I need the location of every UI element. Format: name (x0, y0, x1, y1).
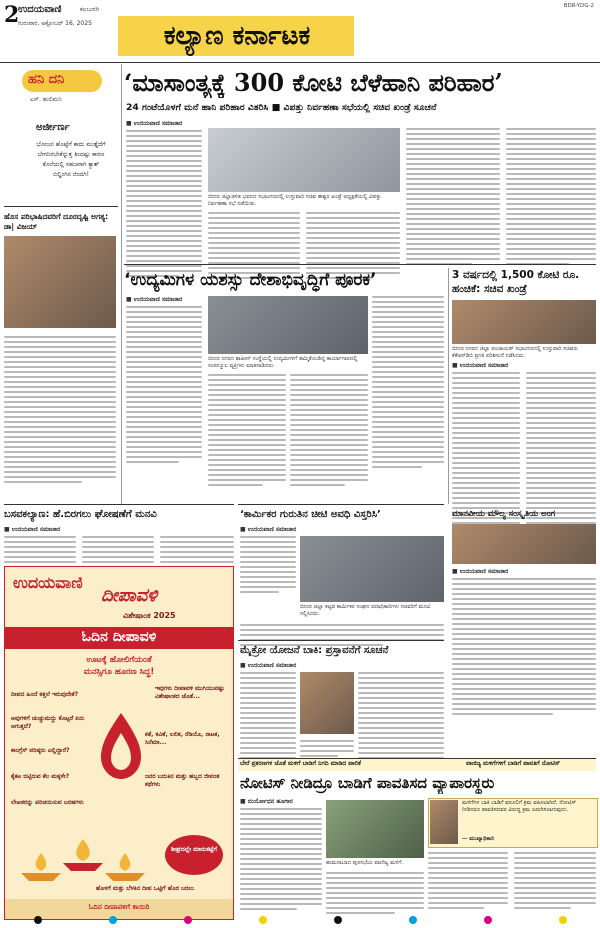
micro-rule (238, 640, 444, 641)
ad-r1: ಇವುಗಳು ದೀಪಾವಳಿ ಮುಗಿಯುವಷ್ಟು ವಿಶೇಷಾಂಕದ ಜೊತೆ... (155, 685, 225, 700)
registration-mark-icon (259, 916, 267, 924)
crore-photo (452, 300, 596, 344)
diya-lamps-icon (11, 823, 151, 883)
columnist-name: ಎಸ್. ಹುಲಿಮನಿ (30, 96, 62, 103)
entrepreneurs-col-3 (290, 374, 368, 486)
micro-byline: ■ ಉದಯವಾಣಿ ಸಮಾಚಾರ (240, 662, 297, 669)
micro-headline: ಮೈಕ್ರೋ ಯೋಜನೆ ಬಾಕಿ: ಪ್ರಸ್ತಾವನೆಗೆ ಸೂಚನೆ (240, 645, 389, 656)
labour-headline: ‘ಕಾರ್ಮಿಕರ ಗುರುತಿನ ಚೀಟಿ ಅವಧಿ ವಿಸ್ತರಿಸಿ’ (240, 509, 381, 520)
entrepreneurs-col-1 (126, 306, 202, 463)
entrepreneurs-byline: ■ ಉದಯವಾಣಿ ಸಮಾಚಾರ (126, 296, 183, 303)
bottom-col-1 (240, 808, 322, 910)
ad-q5: ಲೇಖಕರನ್ನು ಪರಿಚಯಿಸುವ ಬರಹಗಳು (11, 799, 84, 806)
sidebar-photo (4, 236, 116, 328)
entrepreneurs-caption: ಬೀದರ ನಗರದ ಶಾಹೀನ್ ಸಂಸ್ಥೆಯಲ್ಲಿ ಉದ್ಯಮಿಗಳಿಗೆ ಹಮ್ಮಿಕೊಂಡಿದ್ದ ಕಾರ್ಯಾಗಾರದಲ್ಲಿ ಸಂಪನ್ಮೂಲ ವ್ಯಕ್ತಿಗಳು ಮಾತನಾಡಿದರು. (208, 356, 358, 369)
main-photo (208, 128, 400, 192)
date-line: ಗುರುವಾರ, ಅಕ್ಟೋಬರ್ 16, 2025 (18, 20, 92, 27)
sidebar-divider (4, 206, 118, 207)
masthead (0, 0, 600, 62)
brand-name: ಉದಯವಾಣಿ (18, 4, 62, 15)
quote-portrait (430, 800, 458, 844)
micro-col-1 (240, 672, 296, 764)
registration-mark-icon (559, 916, 567, 924)
crore-byline: ■ ಉದಯವಾಣಿ ಸಮಾಚಾರ (452, 362, 509, 369)
main-byline: ■ ಉದಯವಾಣಿ ಸಮಾಚಾರ (126, 120, 183, 127)
labour-col-1 (240, 536, 296, 593)
labour-caption: ಬೀದರ ಜಿಲ್ಲಾ ಕಟ್ಟಡ ಕಾರ್ಮಿಕರ ಸಂಘದ ಪದಾಧಿಕಾರಿಗಳು ಸಚಿವರಿಗೆ ಮನವಿ ಸಲ್ಲಿಸಿದರು. (300, 604, 431, 617)
entrepreneurs-col-2 (208, 374, 286, 486)
ad-stamp-text: ಶೀಘ್ರದಲ್ಲೇ ಮಾರುಕಟ್ಟೆಗೆ (170, 846, 217, 853)
ad-brand: ಉದಯವಾಣಿ (13, 573, 83, 592)
edition-code: BDR-YDG-2 (563, 3, 594, 9)
entrepreneurs-col-4 (372, 296, 444, 468)
crore-headline: 3 ವರ್ಷದಲ್ಲಿ 1,500 ಕೋಟಿ ರೂ. ಹಂಚಿಕೆ: ಸಚಿವ ಖಂಡ್ರೆ (452, 269, 580, 295)
micro-photo (300, 672, 354, 734)
registration-mark-icon (184, 916, 192, 924)
entrepreneurs-photo (208, 296, 368, 354)
bus-rule (4, 504, 234, 505)
ad-deepavali: ದೀಪಾವಳಿ (101, 585, 158, 606)
bottom-col-4 (514, 852, 596, 909)
page-number: 2 (4, 2, 20, 28)
diya-flame-icon (95, 711, 147, 781)
main-col-1 (126, 130, 202, 277)
main-col-4 (406, 128, 500, 265)
main-caption: ಬೀದರ ಜಿಲ್ಲಾಡಳಿತ ಭವನದ ಸಭಾಂಗಣದಲ್ಲಿ ಉಸ್ತುವಾರಿ ಸಚಿವ ಈಶ್ವರ ಖಂಡ್ರೆ ಅಧ್ಯಕ್ಷತೆಯಲ್ಲಿ ವಿಪತ್ತು ನಿರ್ವಹಣಾ ಸಭೆ ನಡೆಯಿತು. (208, 194, 382, 207)
ad-band-title: ಓದಿನ ದೀಪಾವಳಿ (81, 629, 157, 645)
main-story-rule (124, 264, 596, 265)
column-poem: ಭೋಜನ ಹೊಟ್ಟೆಗೆ ಕಾದು ಮುತ್ತೈದೆಗೆ ಬೇಗನಿರಬೇಕೆನ್ನುತ್ತ ತಿಂದಷ್ಟು ಕಾರಣ ಕೊನೆಯಲ್ಲಿ ಸಹಜವಾಗಿ ಕ್ಯಾಶ್ ಬಿಲ್ಡಿಂಗಿನ ಜಿಂದಗಿ! (36, 141, 106, 178)
ad-q1: ದೀಪದ ಹಿಂದೆ ಕತ್ತಲೆ ಇರುವುದೇಕೆ? (11, 691, 79, 698)
ad-footer1: ಹೊಳಗೆ ಮತ್ತು ಬೆಳಕಿನ ದೀಪ ಒಟ್ಟಿಗೆ ಹೊರ ಬರಲು (95, 885, 195, 892)
hani-dani-title: ಹನಿ ದನಿ (28, 72, 65, 87)
ad-q3: ಕಾಂಗ್ರೆಸ್ ವರಿಷ್ಠರು ಎಲ್ಲಿದ್ದಾರೆ? (11, 747, 70, 754)
registration-mark-icon (484, 916, 492, 924)
humanity-byline: ■ ಉದಯವಾಣಿ ಸಮಾಚಾರ (452, 568, 509, 575)
ad-stamp (165, 835, 223, 875)
humanity-photo (452, 524, 596, 564)
sidebar-story-headline: ಹೊಸ ಪರಿಭಾಷಿದವರಿಗೆ ದೂರದೃಷ್ಟಿ ಅಗತ್ಯ: ಡಾ| ವಿಜಯ್ (4, 212, 109, 231)
labour-rule (238, 504, 444, 505)
main-headline: ‘ಮಾಸಾಂತ್ಯಕ್ಕೆ 300 ಕೋಟಿ ಬೆಳೆಹಾನಿ ಪರಿಹಾರ’ (124, 68, 503, 97)
labour-byline: ■ ಉದಯವಾಣಿ ಸಮಾಚಾರ (240, 526, 297, 533)
ad-r2: ಕತೆ, ಕವಿತೆ, ಲಲಿತ, ರೆಡಿಯೊ, ನಾಟಕ, ಸಿನೆಮಾ... (145, 731, 220, 746)
bus-headline: ಬಸವಕಲ್ಯಾಣ: ಹೆ.ಬಿರಗಲು ಘೋಷಣೆಗೆ ಮನವಿ (4, 509, 157, 520)
bottom-col-2 (326, 872, 424, 914)
sidebar-body-text (4, 336, 116, 483)
labour-col-2 (240, 624, 444, 646)
ad-q4: ಕೈಕಟ ಬಿಟ್ಟಿರುವ ಕೆಲ ಮಕ್ಕಳೇ? (11, 773, 70, 780)
ad-q2: ಅವುಗಳಿಗೆ ಚುಚ್ಚುಮದ್ದು ಕೊಟ್ಟರೆ ಏನು ಆಗುತ್ತದೆ? (11, 715, 85, 730)
registration-mark-icon (409, 916, 417, 924)
registration-marks (0, 914, 600, 926)
ad-line1: ಊಟಕ್ಕೆ ಹೋಲಿಗೆಯಂತೆ (86, 655, 152, 665)
crore-vertical-rule (448, 268, 449, 504)
masthead-rule (0, 62, 600, 63)
registration-mark-icon (334, 916, 342, 924)
registration-mark-icon (34, 916, 42, 924)
sidebar-column (0, 64, 120, 504)
section-title: ಕಲ್ಯಾಣ ಕರ್ನಾಟಕ (163, 21, 311, 51)
ad-special: ವಿಶೇಷಾಂಕ 2025 (123, 611, 176, 620)
bottom-photo (326, 800, 424, 858)
brand-city: ಕಲಬುರಗಿ (80, 6, 100, 13)
bottom-caption: ಹುಮನಾಬಾದ ಪುರಸಭೆಯ ವಾಣಿಜ್ಯ ಮಳಿಗೆ. (326, 860, 404, 866)
main-col-5 (506, 128, 596, 265)
bus-byline: ■ ಉದಯವಾಣಿ ಸಮಾಚಾರ (4, 526, 61, 533)
sidebar-vertical-rule (121, 64, 122, 504)
quote-attribution: — ಮುಖ್ಯಾಧಿಕಾರಿ (462, 836, 494, 842)
humanity-body (452, 578, 596, 715)
registration-mark-icon (109, 916, 117, 924)
micro-col-2 (358, 672, 444, 764)
bottom-kicker: ಬೇರೆ ಪ್ರಕರಣಗಳ ಜೊತೆ ಮಳಿಗೆ ಬಾಡಿಗೆ ನಿಗದಿ ಮಾಡಿದ ಪಾಲಿಕೆ (240, 760, 361, 767)
ad-line2: ಮನಸ್ಸಿಗೂ ಹೂರಣ ಸಿದ್ಧ! (83, 667, 155, 677)
labour-photo (300, 536, 444, 602)
ad-r3: ಜನರ ಬದುಕಿನ ಮತ್ತು ಹಬ್ಬದ ಜೀವಂತ ಕಥೆಗಳು (145, 773, 220, 788)
bottom-col-3 (428, 852, 508, 909)
humanity-headline: ಮಾನವೀಯ ಮೌಲ್ಯ ಸಂಸ್ಕೃತಿಯ ಅಂಗ (452, 509, 556, 519)
quote-text: ಮಳಿಗೆಗಳ ಬಾಕಿ ಬಾಡಿಗೆ ವಸೂಲಿಗೆ ಕ್ರಮ ವಹಿಸಲಾಗಿದೆ. ನೋಟಿಸ್ ನೀಡಿದರೂ ಪಾವತಿಸದವರ ವಿರುದ್ಧ ಕ್ರಮ ಜರುಗಿಸಲಾಗುವುದು. (462, 800, 577, 813)
bottom-headline: ನೋಟಿಸ್ ನೀಡಿದ್ರೂ ಬಾಡಿಗೆ ಪಾವತಿಸದ ವ್ಯಾಪಾರಸ್ಥರು (240, 774, 495, 792)
entrepreneurs-headline: ‘ಉದ್ಯಮಿಗಳ ಯಶಸ್ಸು ದೇಶಾಭಿವೃದ್ಧಿಗೆ ಪೂರಕ’ (124, 270, 377, 290)
bottom-kicker2: ವಾಣಿಜ್ಯ ಮಳಿಗೆಗಳಿಗೆ ಬಾಡಿಗೆ ಪಾವತಿಗೆ ನೋಟಿಸ್ (466, 760, 561, 767)
column-heading: ಅರ್ಜೀರ್ಣ (36, 122, 70, 133)
ad-footer2: ಓದಿನ ದೀಪಾವಳಿಗೆ ಕಾಯಿರಿ (88, 903, 150, 911)
main-subheadline: 24 ಗಂಟೆಯೊಳಗೆ ಮನೆ ಹಾನಿ ಪರಿಹಾರ ವಿತರಿಸಿ ■ ವಿಪತ್ತು ನಿರ್ವಹಣಾ ಸಭೆಯಲ್ಲಿ ಸಚಿವ ಖಂಡ್ರೆ ಸೂಚನೆ (126, 102, 437, 113)
deepavali-ad (4, 566, 234, 920)
crore-caption: ಬೀದರ ನಗರದ ಜಿಲ್ಲಾ ಪಂಚಾಯತ್ ಸಭಾಂಗಣದಲ್ಲಿ ಉಸ್ತುವಾರಿ ಸಚಿವರು ಕೆಕೆಆರ್‌ಡಿಬಿ ಪ್ರಗತಿ ಪರಿಶೀಲನೆ ನಡೆಸಿದರು. (452, 346, 578, 359)
bottom-byline: ■ ದುರ್ಯೋಧನ ಹೂಗಾರ (240, 798, 293, 805)
micro-col-3 (300, 740, 354, 757)
